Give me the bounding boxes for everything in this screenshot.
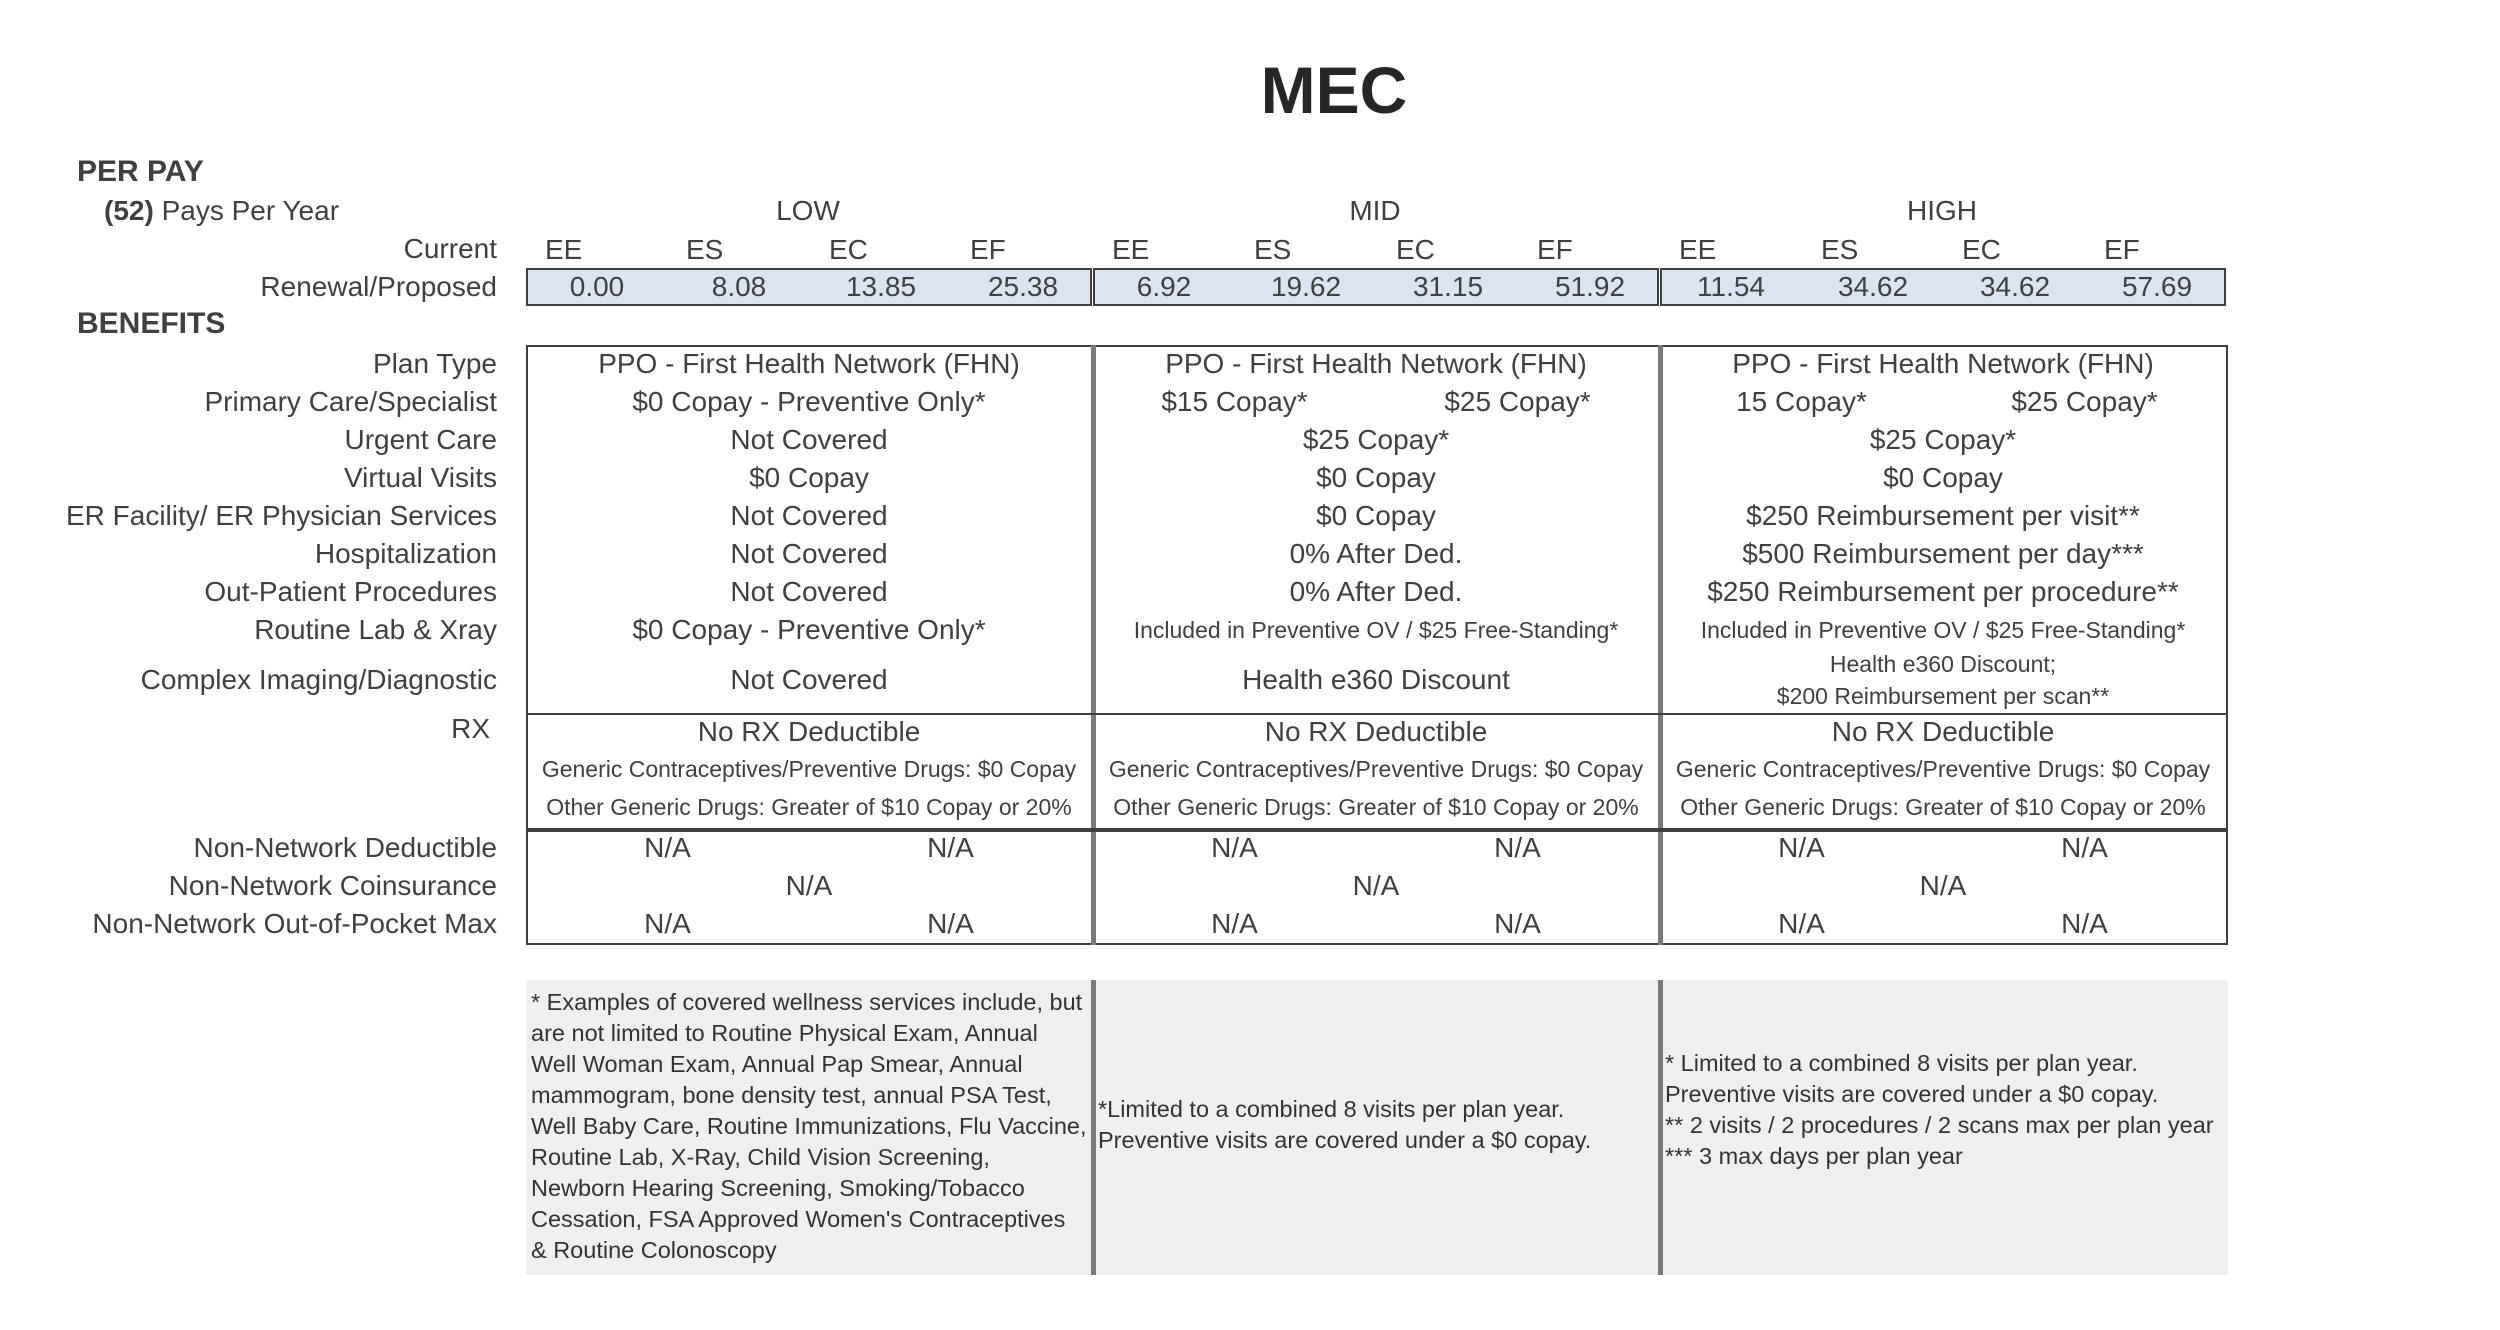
high-urgent-care: $25 Copay* [1869,424,2017,455]
high-specialist: $25 Copay* [2011,386,2158,417]
low-imaging: Not Covered [730,664,888,695]
high-virtual-visits: $0 Copay [1883,462,2003,493]
low-rate-ec: 13.85 [845,271,917,302]
mid-urgent-care: $25 Copay* [1302,424,1450,455]
high-rx-generic-contraceptives: Generic Contraceptives/Preventive Drugs: $0 Copay [1675,756,2211,782]
mid-nn-oop-b: N/A [1494,908,1541,939]
mid-rate-ee: 6.92 [1136,271,1192,302]
low-rx-other-generic: Other Generic Drugs: Greater of $10 Copay or 20% [546,794,1072,820]
low-nn-deductible-b: N/A [927,832,974,863]
low-rate-es: 8.08 [711,271,767,302]
high-note-line-3: ** 2 visits / 2 procedures / 2 scans max per plan year [1665,1112,2214,1138]
high-er: $250 Reimbursement per visit** [1746,500,2140,531]
label-outpatient: Out-Patient Procedures [204,576,497,607]
high-hospitalization: $500 Reimbursement per day*** [1742,538,2144,569]
label-virtual-visits: Virtual Visits [343,462,497,493]
high-note [1665,1048,2221,1172]
low-virtual-visits: $0 Copay [749,462,869,493]
low-urgent-care: Not Covered [730,424,888,455]
high-note-line-1: * Limited to a combined 8 visits per plan year. [1665,1050,2138,1076]
notes-separator-2 [1658,980,1663,1275]
high-rate-ef: 57.69 [2121,271,2193,302]
per-pay-heading: PER PAY [77,155,204,188]
high-rx-other-generic: Other Generic Drugs: Greater of $10 Copay or 20% [1680,794,2206,820]
high-note-line-2: Preventive visits are covered under a $0 copay. [1665,1081,2159,1107]
high-nn-deductible-a: N/A [1778,832,1825,863]
low-col-ee: EE [545,234,583,265]
label-nn-oop: Non-Network Out-of-Pocket Max [92,908,497,939]
pays-number: (52) [104,195,154,226]
page-title: MEC [1260,53,1408,127]
high-outpatient: $250 Reimbursement per procedure** [1707,576,2179,607]
mid-rx-deductible: No RX Deductible [1264,716,1488,747]
mid-note-line-2: Preventive visits are covered under a $0 copay. [1098,1127,1592,1153]
mid-primary-care: $15 Copay* [1161,386,1308,417]
high-lab-xray: Included in Preventive OV / $25 Free-Standing* [1700,617,2186,643]
mid-er: $0 Copay [1316,500,1436,531]
high-nn-deductible-b: N/A [2061,832,2108,863]
low-col-ef: EF [970,234,1006,265]
mid-lab-xray: Included in Preventive OV / $25 Free-Standing* [1133,617,1619,643]
mid-col-ec: EC [1396,234,1435,265]
current-label: Current [403,233,497,264]
mid-note-line-1: *Limited to a combined 8 visits per plan year. [1098,1096,1565,1122]
mid-nn-oop-a: N/A [1211,908,1258,939]
low-rate-ef: 25.38 [987,271,1059,302]
label-plan-type: Plan Type [372,348,497,379]
mid-col-es: ES [1254,234,1292,265]
mid-rate-ec: 31.15 [1412,271,1484,302]
rx-divider [526,713,2228,715]
high-nn-oop-a: N/A [1778,908,1825,939]
mid-rate-ef: 51.92 [1554,271,1626,302]
low-nn-oop-b: N/A [927,908,974,939]
mid-nn-coinsurance: N/A [1352,870,1400,901]
label-imaging: Complex Imaging/Diagnostic [140,664,497,695]
label-nn-deductible: Non-Network Deductible [193,832,497,863]
low-rx-generic-contraceptives: Generic Contraceptives/Preventive Drugs: $0 Copay [541,756,1077,782]
pays-label: Pays Per Year [161,195,340,226]
mid-rx-other-generic: Other Generic Drugs: Greater of $10 Copay or 20% [1113,794,1639,820]
high-imaging-discount: Health e360 Discount; [1829,651,2057,677]
mid-col-ee: EE [1112,234,1150,265]
low-er: Not Covered [730,500,888,531]
high-primary-care: 15 Copay* [1736,386,1867,417]
tier-mid-header: MID [1349,195,1401,226]
low-nn-coinsurance: N/A [785,870,833,901]
mid-imaging: Health e360 Discount [1242,664,1510,695]
mid-col-ef: EF [1537,234,1573,265]
high-note-line-4: *** 3 max days per plan year [1665,1143,1963,1169]
mid-plan-type: PPO - First Health Network (FHN) [1165,348,1587,379]
mid-rate-es: 19.62 [1270,271,1342,302]
tier-high-header: HIGH [1907,195,1977,226]
high-rate-es: 34.62 [1837,271,1909,302]
mid-virtual-visits: $0 Copay [1316,462,1436,493]
high-imaging-reimbursement: $200 Reimbursement per scan** [1776,683,2110,709]
label-primary-care: Primary Care/Specialist [204,386,497,417]
mid-outpatient: 0% After Ded. [1289,576,1463,607]
low-nn-deductible-a: N/A [644,832,691,863]
low-col-es: ES [686,234,724,265]
low-note: * Examples of covered wellness services include, but are not limited to Routine Physical Exam, Annual Well Woman Exam, Annual Pap Smear, Annual mammogram, bone density test, annual PSA Test, Well Baby Care, Routine Immunizations, Flu Vaccine, Routine Lab, X-Ray, Child Vision Screening, Newborn Hearing Screening, Smoking/Tobacco Cessation, FSA Approved Women's Contraceptives & Routine Colonoscopy [531,989,1087,1263]
high-col-ef: EF [2104,234,2140,265]
low-rate-ee: 0.00 [569,271,625,302]
notes-separator-1 [1091,980,1096,1275]
low-rx-deductible: No RX Deductible [697,716,921,747]
renewal-label: Renewal/Proposed [260,271,497,302]
mid-nn-deductible-a: N/A [1211,832,1258,863]
label-lab-xray: Routine Lab & Xray [254,614,497,645]
mid-specialist: $25 Copay* [1444,386,1591,417]
tier-low-header: LOW [776,195,840,226]
low-primary-care: $0 Copay - Preventive Only* [632,386,986,417]
low-lab-xray: $0 Copay - Preventive Only* [632,614,986,645]
high-rate-ec: 34.62 [1979,271,2051,302]
low-outpatient: Not Covered [730,576,888,607]
high-nn-coinsurance: N/A [1919,870,1967,901]
pays-per-year [104,195,339,227]
label-rx: RX [451,713,490,744]
label-hospitalization: Hospitalization [314,538,497,569]
label-urgent-care: Urgent Care [344,424,497,455]
mid-note [1098,1094,1654,1156]
high-plan-type: PPO - First Health Network (FHN) [1732,348,2154,379]
low-nn-oop-a: N/A [644,908,691,939]
high-col-ee: EE [1679,234,1717,265]
mid-rx-generic-contraceptives: Generic Contraceptives/Preventive Drugs: $0 Copay [1108,756,1644,782]
mid-hospitalization: 0% After Ded. [1289,538,1463,569]
benefits-heading: BENEFITS [77,307,226,340]
high-rate-ee: 11.54 [1697,271,1765,302]
low-hospitalization: Not Covered [730,538,888,569]
high-nn-oop-b: N/A [2061,908,2108,939]
label-er: ER Facility/ ER Physician Services [65,500,497,531]
high-col-es: ES [1821,234,1859,265]
low-plan-type: PPO - First Health Network (FHN) [598,348,1020,379]
high-col-ec: EC [1962,234,2001,265]
label-nn-coinsurance: Non-Network Coinsurance [168,870,497,901]
high-rx-deductible: No RX Deductible [1831,716,2055,747]
low-col-ec: EC [829,234,868,265]
mid-nn-deductible-b: N/A [1494,832,1541,863]
